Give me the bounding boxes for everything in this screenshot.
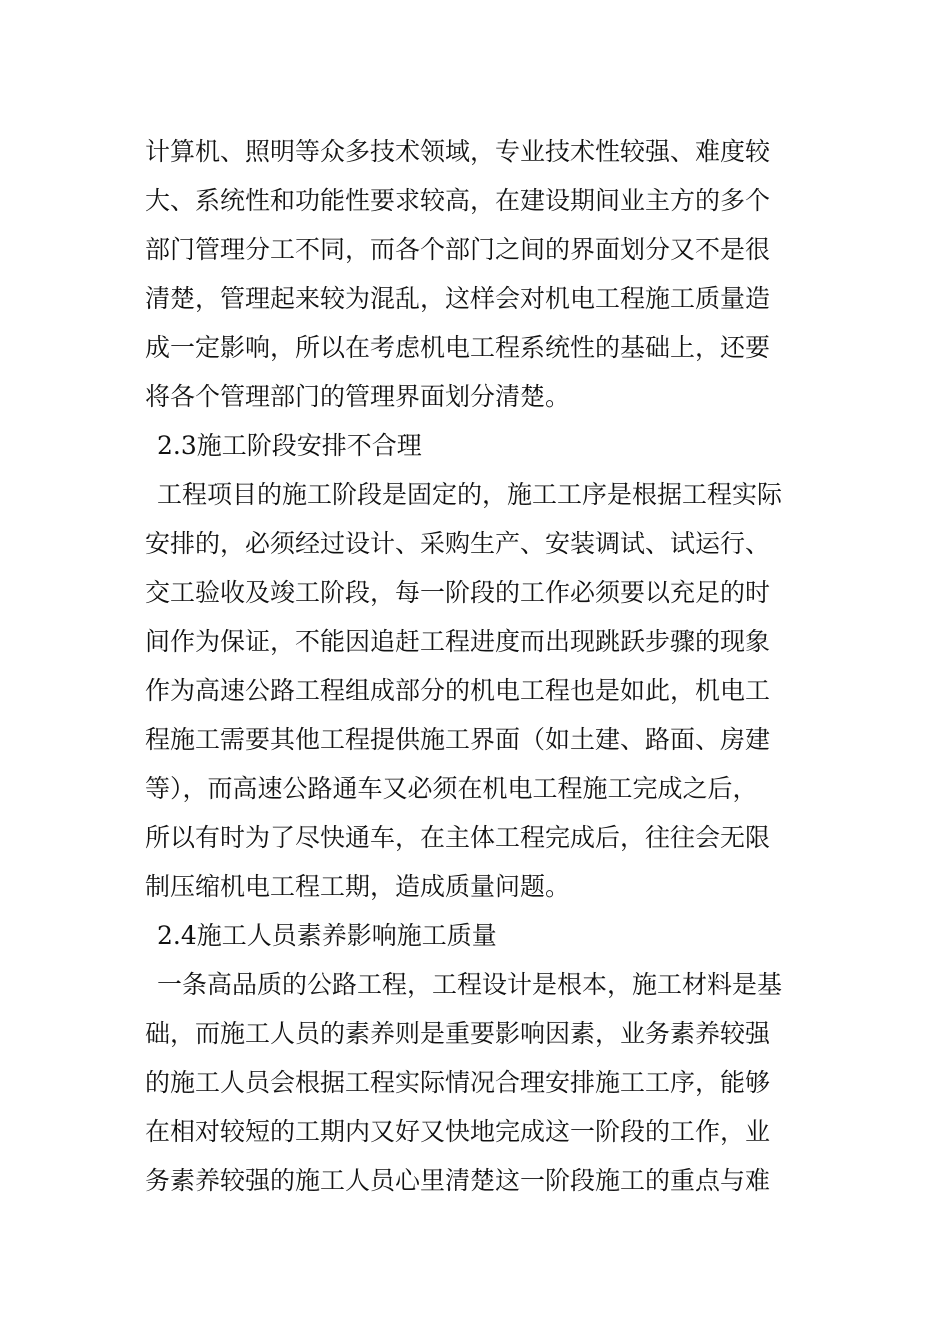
text-line: 等），而高速公路通车又必须在机电工程施工完成之后， [145, 774, 758, 803]
text-line: 制压缩机电工程工期，造成质量问题。 [145, 872, 571, 901]
text-line: 部门管理分工不同，而各个部门之间的界面划分又不是很 [145, 235, 771, 264]
text-line: 将各个管理部门的管理界面划分清楚。 [145, 382, 571, 411]
text-line: 作为高速公路工程组成部分的机电工程也是如此，机电工 [145, 676, 771, 705]
document-body [145, 127, 815, 1205]
text-line: 清楚，管理起来较为混乱，这样会对机电工程施工质量造 [145, 284, 771, 313]
text-line: 计算机、照明等众多技术领域，专业技术性较强、难度较 [145, 137, 771, 166]
text-line: 大、系统性和功能性要求较高，在建设期间业主方的多个 [145, 186, 771, 215]
paragraph-continued [145, 127, 815, 421]
section-heading-2-4: 2.4施工人员素养影响施工质量 [157, 921, 497, 950]
text-line: 间作为保证，不能因追赶工程进度而出现跳跃步骤的现象 [145, 627, 771, 656]
text-line: 安排的，必须经过设计、采购生产、安装调试、试运行、 [145, 529, 771, 558]
text-line: 成一定影响，所以在考虑机电工程系统性的基础上，还要 [145, 333, 771, 362]
text-line: 交工验收及竣工阶段，每一阶段的工作必须要以充足的时 [145, 578, 771, 607]
section-heading-2-3: 2.3施工阶段安排不合理 [157, 431, 422, 460]
text-line: 程施工需要其他工程提供施工界面（如土建、路面、房建 [145, 725, 771, 754]
text-line: 在相对较短的工期内又好又快地完成这一阶段的工作，业 [145, 1117, 771, 1146]
paragraph-personnel-quality [145, 960, 815, 1205]
paragraph-construction-stages [145, 470, 815, 911]
text-line: 的施工人员会根据工程实际情况合理安排施工工序，能够 [145, 1068, 771, 1097]
text-line: 一条高品质的公路工程，工程设计是根本，施工材料是基 [157, 970, 783, 999]
text-line: 工程项目的施工阶段是固定的，施工工序是根据工程实际 [157, 480, 783, 509]
text-line: 础，而施工人员的素养则是重要影响因素，业务素养较强 [145, 1019, 771, 1048]
text-line: 所以有时为了尽快通车，在主体工程完成后，往往会无限 [145, 823, 771, 852]
text-line: 务素养较强的施工人员心里清楚这一阶段施工的重点与难 [145, 1166, 771, 1195]
